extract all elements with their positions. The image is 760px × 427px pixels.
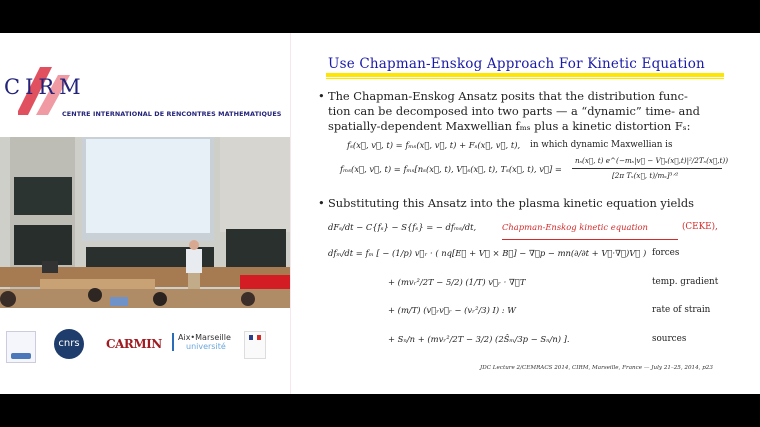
amu-logo-line1: Aix•Marseille [178, 333, 231, 342]
ceke-underline [502, 239, 678, 240]
label-temp-gradient: temp. gradient [652, 277, 719, 287]
lecture-video[interactable] [0, 137, 290, 308]
label-sources: sources [652, 334, 687, 344]
amu-logo-line2: université [186, 342, 226, 351]
left-panel [0, 33, 290, 394]
dfm-line-rate-of-strain: + (m/T) (v⃗ᵣv⃗ᵣ − (vᵣ²/3) I) : W [388, 305, 516, 315]
equation-maxwellian-denominator: [2π Tₛ(x⃗, t)/mₛ]³ᐟ² [612, 171, 679, 180]
video-frame [0, 33, 760, 394]
label-forces: forces [652, 248, 680, 258]
ceke-abbreviation: (CEKE), [682, 222, 718, 232]
title-underline-thin [326, 78, 724, 79]
bullet1-line2: tion can be decomposed into two parts — a “dynamic” time- and [328, 104, 700, 118]
fraction-bar [572, 168, 722, 169]
dfm-line-sources: + Sₙ/n + (mvᵣ²/2T − 3/2) (2Ŝₘ/3p − Sₙ/n) ]. [388, 334, 570, 344]
bullet1-line3: spatially-dependent Maxwellian fₘₛ plus a kinetic distortion Fₛ: [328, 119, 691, 133]
title-underline [326, 73, 724, 77]
dfm-line-forces: dfₘ/dt = fₘ [ − (1/p) v⃗ᵣ · ( nq[E⃗ + V⃗ × B⃗] − ∇⃗p − mn(∂/∂t + V⃗·∇⃗)V⃗ ) [328, 248, 647, 258]
cnrs-logo: cnrs [54, 329, 84, 359]
label-rate-of-strain: rate of strain [652, 305, 711, 315]
republique-francaise-logo [244, 331, 266, 359]
amu-logo [172, 333, 231, 351]
equation-decomposition-note: in which dynamic Maxwellian is [530, 140, 673, 150]
smf-logo [6, 331, 36, 363]
slide-title: Use Chapman-Enskog Approach For Kinetic Equation [328, 56, 705, 72]
equation-decomposition: fₛ(x⃗, v⃗, t) = fₘₛ(x⃗, v⃗, t) + Fₛ(x⃗, v⃗, t), [347, 140, 521, 150]
carmin-logo: CARMIN [106, 337, 162, 351]
equation-maxwellian-lhs: fₘₛ(x⃗, v⃗, t) = fₘₛ[nₛ(x⃗, t), V⃗ₛ(x⃗, t), Tₛ(x⃗, t), v⃗] = [340, 164, 562, 174]
ceke-link[interactable]: Chapman-Enskog kinetic equation [502, 222, 648, 232]
cirm-subtitle: CENTRE INTERNATIONAL DE RENCONTRES MATHEMATIQUES [62, 110, 282, 118]
bullet1-line1: • The Chapman-Enskog Ansatz posits that the distribution func- [328, 89, 688, 103]
equation-maxwellian-numerator: nₛ(x⃗, t) e^(−mₛ|v⃗ − V⃗ₛ(x⃗,t)|²/2Tₛ(x⃗,t)) [575, 156, 729, 165]
bullet2: • Substituting this Ansatz into the plasma kinetic equation yields [328, 196, 694, 210]
cirm-logo-text: CIRM [4, 75, 86, 99]
sponsor-logos [0, 323, 290, 363]
lecture-hall-image [0, 137, 290, 308]
ceke-equation: dFₛ/dt − C{fₛ} − S{fₛ} = − dfₘₛ/dt, [328, 222, 477, 232]
slide-footer: JDC Lecture 2/CEMRACS 2014, CIRM, Marseille, France — July 21–25, 2014, p23 [480, 365, 713, 371]
dfm-line-temp-gradient: + (mvᵣ²/2T − 5/2) (1/T) v⃗ᵣ · ∇⃗T [388, 277, 526, 287]
